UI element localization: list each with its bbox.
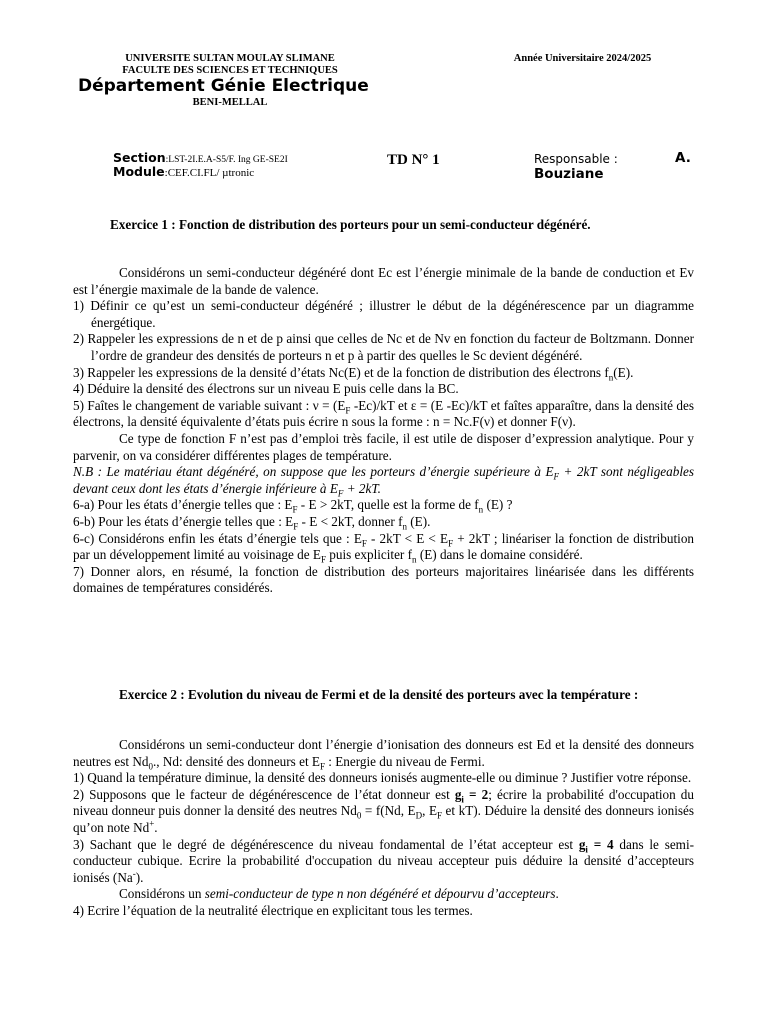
- city: BENI-MELLAL: [192, 97, 268, 108]
- module-label: Module: [113, 164, 165, 179]
- ex1-question-4: 4) Déduire la densité des électrons sur un niveau E puis celle dans la BC.: [73, 381, 459, 397]
- ex2-question-2: 2) Supposons que le facteur de dégénérescence de l’état donneur est $g_i = 2$; écrire la probabilité d'occupation du niveau donneur puis donner la densité des neutres $Nd_0 = f(Nd$, $E_D$, $E_F$ et kT). Déduire la densité des donneurs ionisés qu’on note Nd+.: [73, 786, 694, 835]
- exercise-1-body: [73, 265, 694, 597]
- ex2-paragraph: Considérons un semi-conducteur de type n non dégénéré et dépourvu d’accepteurs.: [119, 886, 559, 902]
- ex1-question-2: 2) Rappeler les expressions de n et de p ainsi que celles de Nc et de Nv en fonction du facteur de Boltzmann. Donner l’ordre de grandeur des densités de porteurs n et p à partir des quelles le Sc devient dégénéré.: [73, 331, 694, 363]
- exercise-2-body: [73, 737, 694, 920]
- exercise-2-title: Exercice 2 : Evolution du niveau de Fermi et de la densité des porteurs avec la température :: [119, 687, 639, 702]
- ex1-intro: Considérons un semi-conducteur dégénéré dont Ec est l’énergie minimale de la bande de conduction et Ev est l’énergie maximale de la bande de valence.: [73, 265, 694, 297]
- responsable-label: Responsable :: [534, 152, 618, 166]
- exercise-1-title: Exercice 1 : Fonction de distribution des porteurs pour un semi-conducteur dégénéré.: [110, 217, 591, 232]
- responsable-initial: A.: [675, 150, 691, 166]
- ex1-question-3: 3) Rappeler les expressions de la densité d’états Nc(E) et de la fonction de distribution des électrons $f_n(E)$.: [73, 364, 634, 383]
- module-line: [113, 165, 393, 180]
- ex2-question-4: 4) Ecrire l’équation de la neutralité électrique en explicitant tous les termes.: [73, 902, 473, 918]
- ex1-question-6b: 6-b) Pour les états d’énergie telles que : $E_F - E < 2kT$, donner $f_n$ (E).: [73, 513, 431, 532]
- ex2-question-3: 3) Sachant que le degré de dégénérescence du niveau fondamental de l’état accepteur est $g_i = 4$ dans le semi-conducteur cubique. Ecrire la probabilité d'occupation du niveau accepteur puis déduire la densité d’accepteurs ionisés (Na-).: [73, 836, 694, 885]
- section-value: :LST-2I.E.A-S5/F. Ing GE-SE2I: [165, 155, 288, 165]
- ex1-paragraph: Ce type de fonction F n’est pas d’emploi très facile, il est utile de disposer d’expression analytique. Pour y parvenir, on va considérer différentes plages de température.: [73, 430, 694, 463]
- ex1-question-6a: 6-a) Pour les états d’énergie telles que : $E_F - E > 2kT$, quelle est la forme de $f_n$ (E) ?: [73, 497, 513, 515]
- responsable-name: Bouziane: [534, 166, 604, 182]
- ex1-note: N.B : Le matériau étant dégénéré, on suppose que les porteurs d’énergie supérieure à $E_F + 2kT$ sont négligeables devant ceux dont les états d’énergie inférieure à $E_F + 2kT$.: [73, 464, 694, 499]
- academic-year: Année Universitaire 2024/2025: [513, 53, 652, 64]
- module-value: :CEF.CI.FL/ µtronic: [164, 167, 255, 179]
- university-name: UNIVERSITE SULTAN MOULAY SLIMANE: [125, 53, 335, 64]
- department-title: Département Génie Electrique: [78, 76, 369, 96]
- faculty-name: FACULTE DES SCIENCES ET TECHNIQUES: [122, 65, 338, 76]
- ex2-question-1: 1) Quand la température diminue, la densité des donneurs ionisés augmente-elle ou diminue ? Justifier votre réponse.: [73, 770, 692, 786]
- ex1-question-5: 5) Faîtes le changement de variable suivant : $\nu = (E_F$ -Ec)/kT et ε = (E -Ec)/kT et faîtes apparaître, dans la densité des électrons, la densité équivalente d’états puis écrire n sous la forme : n = Nc.F(ν) et donner F(ν).: [73, 397, 694, 430]
- ex1-question-6c: 6-c) Considérons enfin les états d’énergie tels que : $E_F - 2kT < E < E_F + 2kT$ ; linéariser la fonction de distribution par un développement limité au voisinage de $E_F$ puis expliciter $f_n$ (E) dans le domaine considéré.: [73, 530, 695, 565]
- td-title: TD N° 1: [387, 152, 440, 168]
- section-label: Section: [113, 150, 166, 165]
- ex2-intro: Considérons un semi-conducteur dont l’énergie d’ionisation des donneurs est Ed et la densité des donneurs neutres est $Nd_0$., Nd: densité des donneurs et $E_F$ : Energie du niveau de Fermi.: [73, 737, 694, 772]
- ex1-question-1: 1) Définir ce qu’est un semi-conducteur dégénéré ; illustrer le début de la dégénérescence par un diagramme énergétique.: [73, 298, 694, 330]
- ex1-question-7: 7) Donner alors, en résumé, la fonction de distribution des porteurs majoritaires linéarisée dans les différents domaines de températures considérés.: [73, 563, 694, 596]
